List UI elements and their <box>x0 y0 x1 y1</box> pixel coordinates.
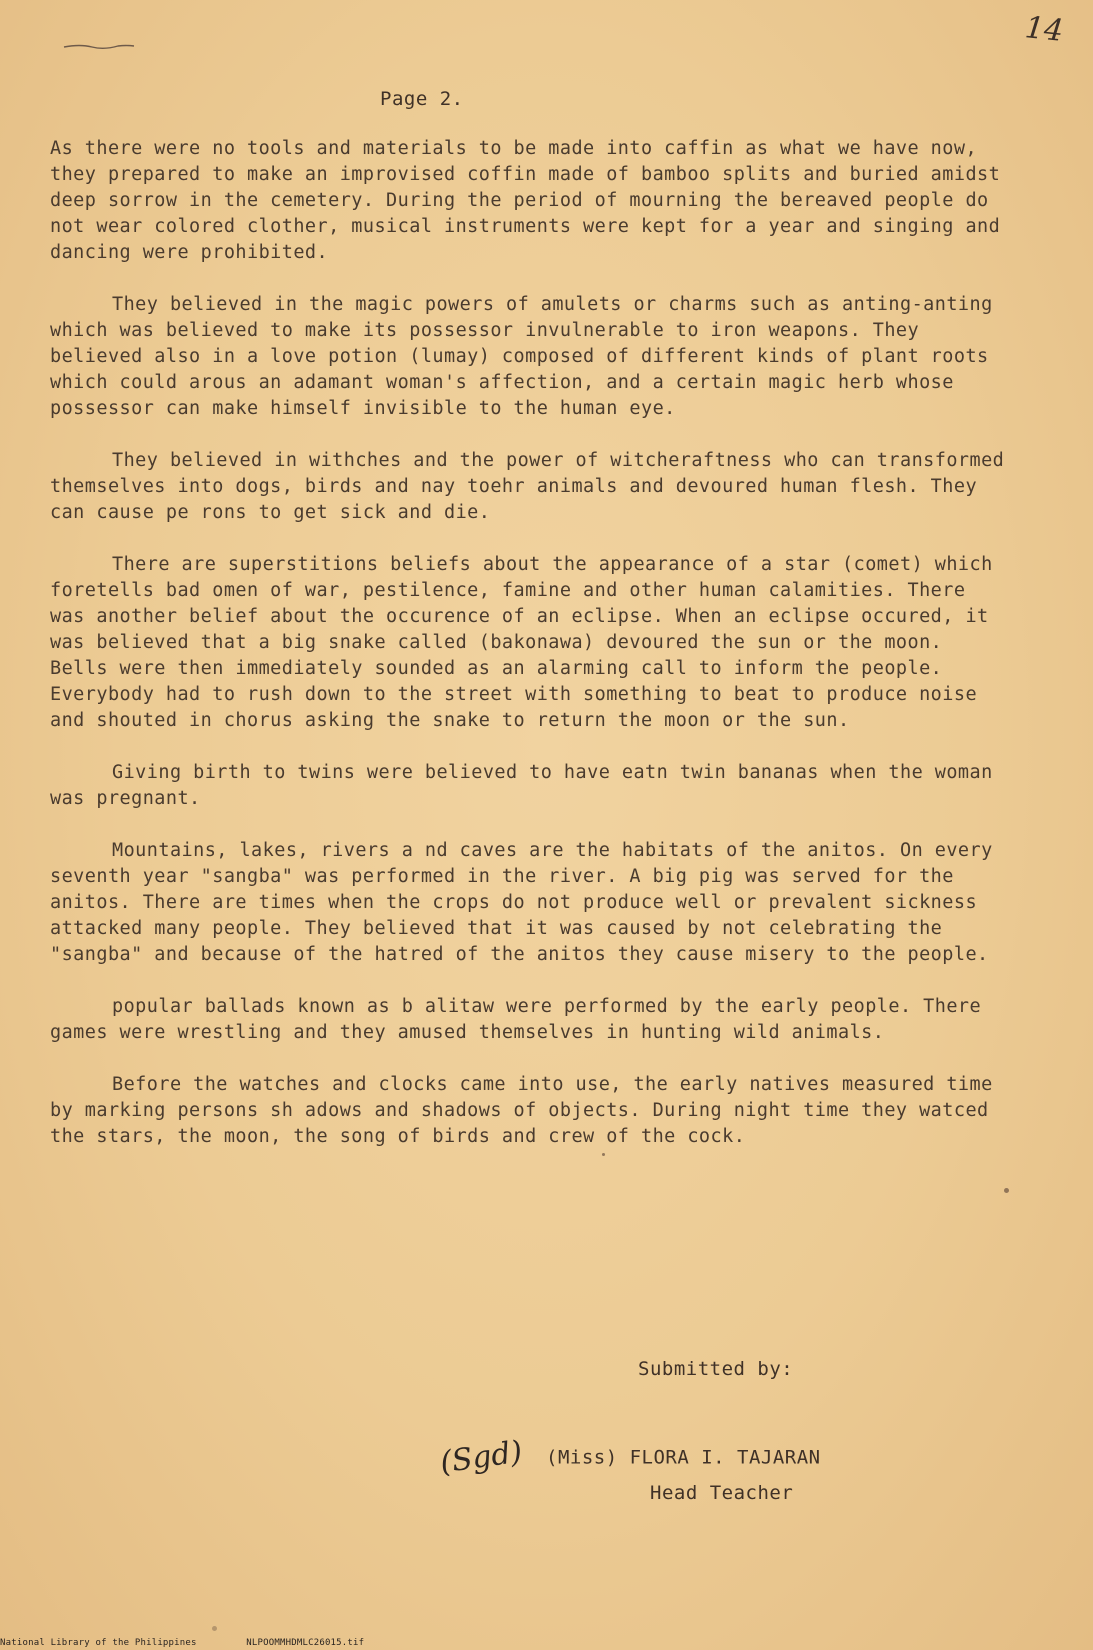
paper-speck <box>602 1153 605 1156</box>
handwritten-sgd: (Sgd) <box>437 1434 525 1481</box>
handwritten-page-number: 14 <box>1023 10 1065 49</box>
paragraph-twins: Giving birth to twins were believed to have eatn twin bananas when the woman was pregnant. <box>50 762 993 809</box>
footer-file-id: NLPOOMMHDMLC26015.tif <box>246 1638 365 1648</box>
paragraph-timekeeping: Before the watches and clocks came into use, the early natives measured time by marking persons sh adows and shadows of objects. During night time they watced the stars, the moon, the song of birds and crew of the cock. <box>50 1074 993 1147</box>
paragraph-eclipse: There are superstitions beliefs about the appearance of a star (comet) which foretells bad omen of war, pestilence, famine and other human calamities. There was another belief about the occurence of an eclipse. When an eclipse occured, it was believed that a big snake called (bakonawa) devoured the sun or the moon. Bells were then immediately sounded as an alarming call to inform the people. Everybody had to rush down to the street with something to beat to produce noise and shouted in chorus asking the snake to return the moon or the sun. <box>50 554 993 731</box>
submitted-by-label: Submitted by: <box>638 1358 794 1380</box>
page-title: Page 2. <box>380 88 464 110</box>
document-body <box>50 136 1010 1176</box>
footer-library: National Library of the Philippines <box>0 1638 197 1648</box>
paper-speck <box>1004 1188 1009 1193</box>
signature-block <box>437 1434 821 1504</box>
pencil-mark <box>62 42 136 50</box>
paragraph-burial: As there were no tools and materials to be made into caffin as what we have now, they prepared to make an improvised coffin made of bamboo splits and buried amidst deep sorrow in the cemetery. During the period of mourning the bereaved people do not wear colored clother, musical instruments were kept for a year and singing and dancing were prohibited. <box>50 138 1001 263</box>
signer-title: Head Teacher <box>650 1482 794 1504</box>
paragraph-anitos: Mountains, lakes, rivers a nd caves are the habitats of the anitos. On every seventh year "sangba" was performed in the river. A big pig was served for the anitos. There are times when the crops do not produce well or prevalent sickness attacked many people. They believed that it was caused by not celebrating the "sangba" and because of the hatred of the anitos they cause misery to the people. <box>50 840 993 965</box>
paragraph-ballads: popular ballads known as b alitaw were performed by the early people. There games were wrestling and they amused themselves in hunting wild animals. <box>50 996 982 1043</box>
signer-name: (Miss) FLORA I. TAJARAN <box>546 1446 821 1469</box>
paragraph-witches: They believed in withches and the power of witcheraftness who can transformed themselves into dogs, birds and nay toehr animals and devoured human flesh. They can cause pe rons to get sick and die. <box>50 450 1005 523</box>
paper-speck <box>212 1626 217 1631</box>
paragraph-amulets: They believed in the magic powers of amulets or charms such as anting-anting which was believed to make its possessor invulnerable to iron weapons. They believed also in a love potion (lumay) composed of different kinds of plant roots which could arous an adamant woman's affection, and a certain magic herb whose possessor can make himself invisible to the human eye. <box>50 294 993 419</box>
archive-footer <box>0 1638 408 1648</box>
